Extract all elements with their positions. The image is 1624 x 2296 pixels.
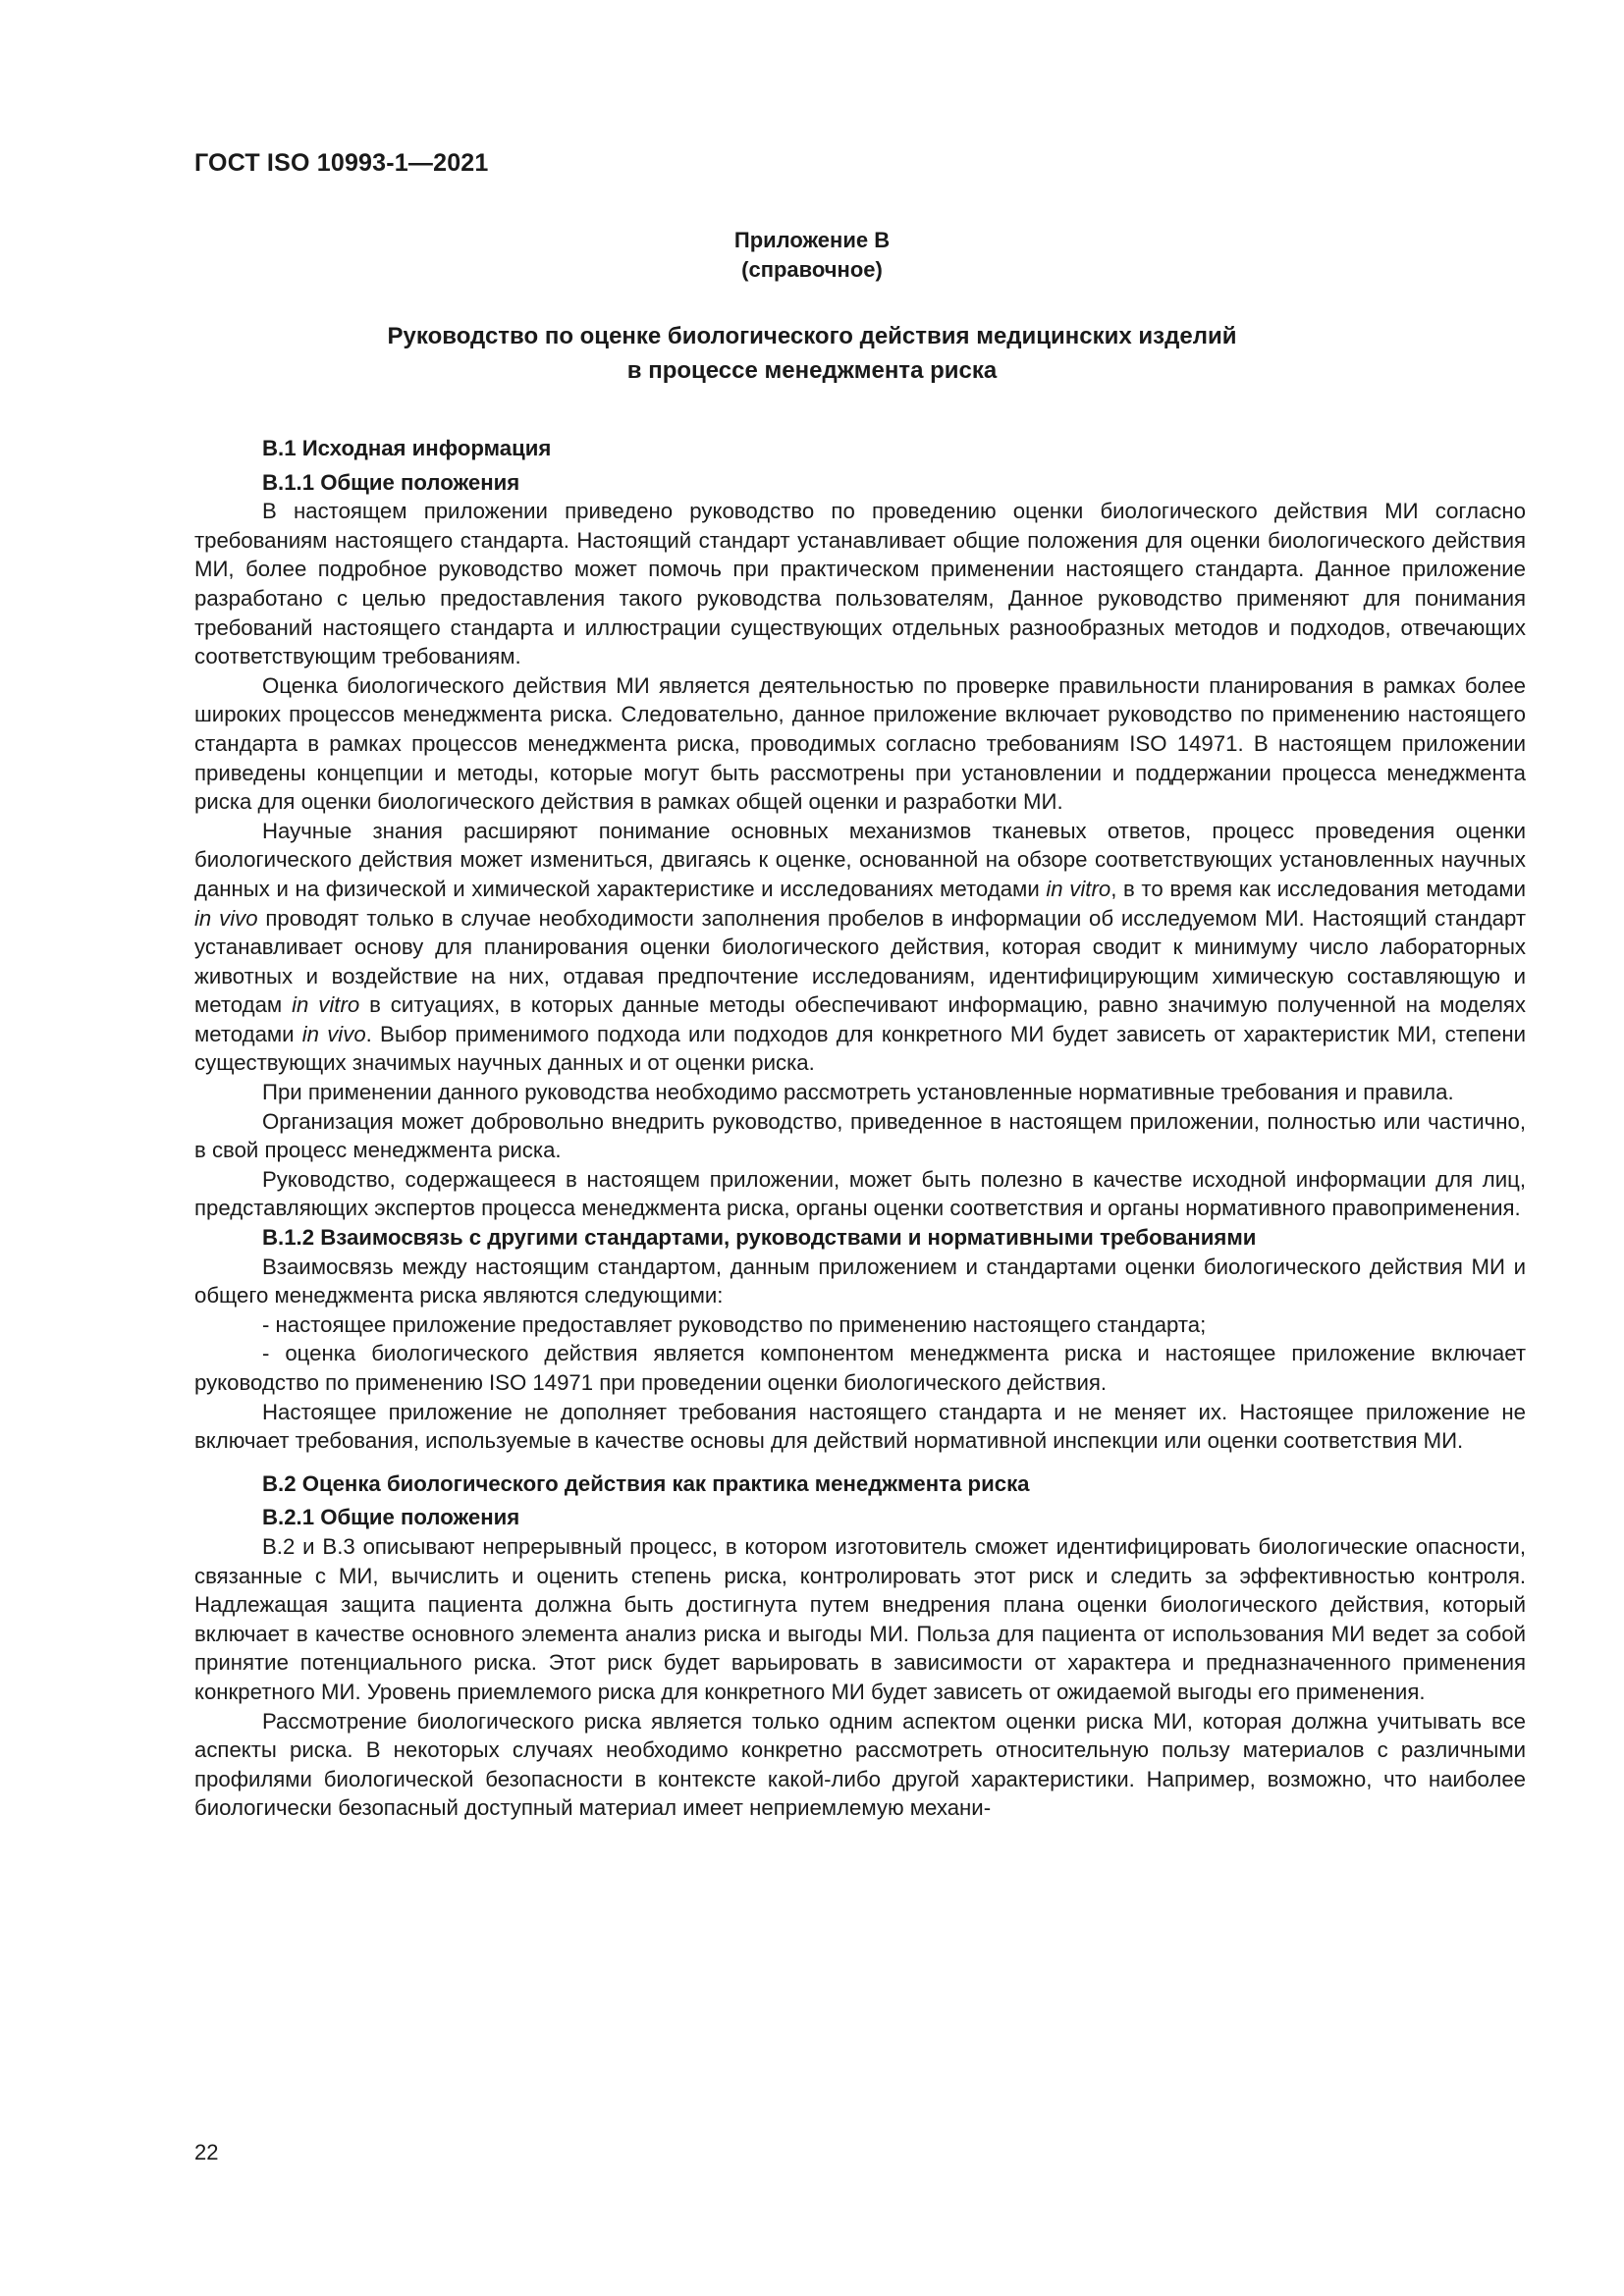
italic-term: in vivo [194, 905, 258, 931]
appendix-heading [0, 226, 1624, 285]
section-heading-b2: В.2 Оценка биологического действия как практика менеджмента риска [262, 1470, 1030, 1496]
italic-term: in vitro [1046, 876, 1111, 901]
text-run: , в то время как исследования методами [1110, 876, 1526, 901]
subsection-heading-b21: В.2.1 Общие положения [262, 1505, 520, 1530]
paragraph: При применении данного руководства необходимо рассмотреть установленные нормативные требования и правила. [262, 1080, 1454, 1105]
italic-term: in vitro [292, 992, 360, 1018]
appendix-title-line1: Руководство по оценке биологического действия медицинских изделий [387, 323, 1237, 349]
appendix-label: Приложение В [733, 228, 891, 252]
appendix-status: (справочное) [741, 257, 883, 282]
text-run: . Выбор применимого подхода или подходов для конкретного МИ будет зависеть от характеристик МИ, степени существующих значимых научных данных и от оценки риска. [194, 1021, 1526, 1076]
paragraph: Взаимосвязь между настоящим стандартом, данным приложением и стандартами оценки биологического действия МИ и общего менеджмента риска являются следующими: [194, 1254, 1526, 1308]
paragraph: В настоящем приложении приведено руководство по проведению оценки биологического действия МИ согласно требованиям настоящего стандарта. Настоящий стандарт устанавливает общие положения для оценки биологического действия МИ, более подробное руководство может помочь при практическом применении настоящего стандарта. Данное приложение разработано с целью предоставления такого руководства пользователям, Данное руководство применяют для понимания требований настоящего стандарта и иллюстрации существующих отдельных разнообразных методов и подходов, отвечающих соответствующим требованиям. [194, 499, 1526, 669]
list-item: - настоящее приложение предоставляет руководство по применению настоящего стандарта; [262, 1311, 1207, 1337]
paragraph: Оценка биологического действия МИ является деятельностью по проверке правильности планирования в рамках более широких процессов менеджмента риска. Следовательно, данное приложение включает руководство по применению настоящего стандарта в рамках процессов менеджмента риска, проводимых согласно требованиям ISO 14971. В настоящем приложении приведены концепции и методы, которые могут быть рассмотрены при установлении и поддержании процесса менеджмента риска для оценки биологического действия в рамках общей оценки и разработки МИ. [194, 672, 1526, 815]
text-run: в ситуациях, в которых данные методы обеспечивают информацию, равно значимую полученной на моделях методами [194, 992, 1526, 1046]
paragraph: Руководство, содержащееся в настоящем приложении, может быть полезно в качестве исходной информации для лиц, представляющих экспертов процесса менеджмента риска, органы оценки соответствия и органы нормативного правоприменения. [194, 1166, 1526, 1221]
appendix-title-line2: в процессе менеджмента риска [626, 357, 998, 384]
appendix-title [0, 319, 1624, 388]
subsection-heading-b11: В.1.1 Общие положения [262, 469, 520, 495]
document-code-header: ГОСТ ISO 10993-1—2021 [194, 149, 489, 177]
paragraph: Настоящее приложение не дополняет требования настоящего стандарта и не меняет их. Настоящее приложение не включает требования, используемые в качестве основы для действий нормативной инспекции или оценки соответствия МИ. [194, 1399, 1526, 1454]
paragraph: Организация может добровольно внедрить руководство, приведенное в настоящем приложении, полностью или частично, в свой процесс менеджмента риска. [194, 1108, 1526, 1163]
subsection-heading-b12: В.1.2 Взаимосвязь с другими стандартами, руководствами и нормативными требованиями [262, 1225, 1257, 1251]
text-run: Научные знания расширяют понимание основных механизмов тканевых ответов, процесс проведения оценки биологического действия может измениться, двигаясь к оценке, основанной на обзоре соответствующих установленных научных данных и на физической и химической характеристике и исследованиях методами [194, 818, 1526, 901]
italic-term: in vivo [301, 1021, 366, 1046]
page-number: 22 [194, 2140, 219, 2164]
text-run: проводят только в случае необходимости заполнения пробелов в информации об исследуемом МИ. Настоящий стандарт устанавливает основу для планирования оценки биологического действия, которая сводит к минимуму число лабораторных животных и воздействие на них, отдавая предпочтение исследованиям, идентифицирующим химическую составляющую и методам [194, 905, 1527, 1018]
paragraph: Рассмотрение биологического риска является только одним аспектом оценки риска МИ, которая должна учитывать все аспекты риска. В некоторых случаях необходимо конкретно рассмотреть относительную пользу материалов с различными профилями биологической безопасности в контексте какой-либо другой характеристики. Например, возможно, что наиболее биологически безопасный доступный материал имеет неприемлемую механи- [194, 1708, 1526, 1821]
paragraph [194, 817, 1526, 1078]
document-body [194, 429, 1526, 1823]
section-heading-b1: В.1 Исходная информация [262, 436, 552, 460]
list-item: - оценка биологического действия является компонентом менеджмента риска и настоящее приложение включает руководство по применению ISO 14971 при проведении оценки биологического действия. [194, 1341, 1526, 1395]
paragraph: В.2 и В.3 описывают непрерывный процесс, в котором изготовитель сможет идентифицировать биологические опасности, связанные с МИ, вычислить и оценить степень риска, контролировать этот риск и следить за эффективностью контроля. Надлежащая защита пациента должна быть достигнута путем внедрения плана оценки биологического действия, который включает в качестве основного элемента анализ риска и выгоды МИ. Польза для пациента от использования МИ ведет за собой принятие потенциального риска. Этот риск будет варьировать в зависимости от характера и предназначенного применения конкретного МИ. Уровень приемлемого риска для конкретного МИ будет зависеть от ожидаемой выгоды его применения. [194, 1533, 1526, 1704]
